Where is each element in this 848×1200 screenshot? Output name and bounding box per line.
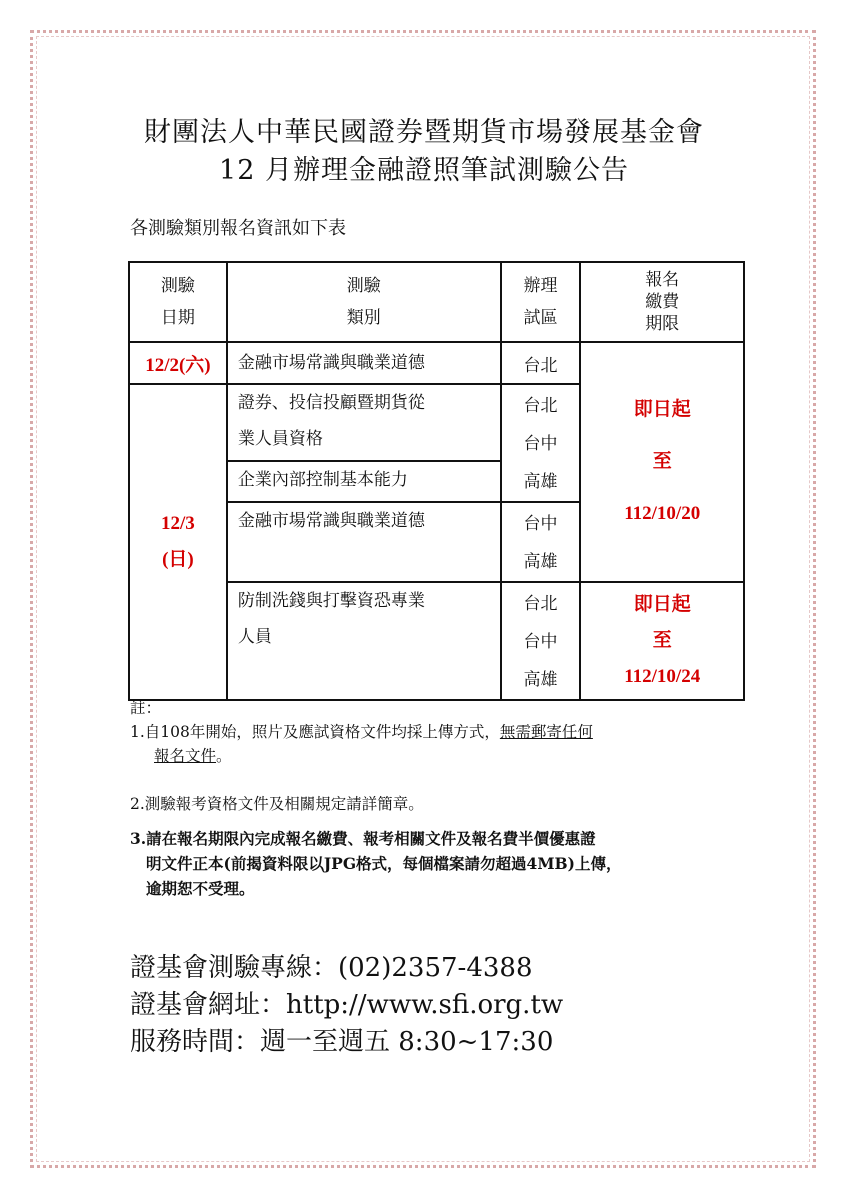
exam-location: 台北 <box>501 342 581 384</box>
header-category: 測驗 類別 <box>227 262 501 342</box>
exam-location: 台中 高雄 <box>501 502 581 582</box>
header-deadline: 報名 繳費 期限 <box>580 262 744 342</box>
exam-category: 金融市場常識與職業道德 <box>227 502 501 582</box>
deadline-1: 即日起 至 112/10/20 <box>580 342 744 582</box>
contact-hours: 服務時間：週一至週五 8:30~17:30 <box>130 1027 554 1057</box>
note-2: 2.測驗報考資格文件及相關規定請詳簡章。 <box>130 795 424 813</box>
header-location: 辦理 試區 <box>501 262 581 342</box>
exam-date-2: 12/3 (日) <box>129 384 227 700</box>
notes-label: 註： <box>130 699 162 717</box>
exam-date-1: 12/2(六) <box>129 342 227 384</box>
exam-category: 金融市場常識與職業道德 <box>227 342 501 384</box>
exam-category: 企業內部控制基本能力 <box>227 461 501 502</box>
contact-phone: 證基會測驗專線：(02)2357-4388 <box>130 953 533 983</box>
exam-category: 證券、投信投顧暨期貨從 業人員資格 <box>227 384 501 461</box>
contact-website: 證基會網址：http://www.sfi.org.tw <box>130 990 564 1020</box>
header-date: 測驗 日期 <box>129 262 227 342</box>
table-row <box>129 342 744 384</box>
contact-info <box>130 950 563 1061</box>
note-1: 1.自108年開始，照片及應試資格文件均採上傳方式，無需郵寄任何 <box>130 723 593 741</box>
exam-category: 防制洗錢與打擊資恐專業 人員 <box>227 582 501 700</box>
deadline-2: 即日起 至 112/10/24 <box>580 582 744 700</box>
exam-location-group: 台北 台中 高雄 <box>501 384 581 502</box>
page-subtitle: 12 月辦理金融證照筆試測驗公告 <box>219 155 629 186</box>
exam-schedule-table <box>128 261 745 701</box>
table-intro: 各測驗類別報名資訊如下表 <box>130 218 346 239</box>
note-3: 3.請在報名期限內完成報名繳費、報考相關文件及報名費半價優惠證 明文件正本(前揭資料限以JPG格式，每個檔案請勿超過4MB)上傳， 逾期恕不受理。 <box>130 829 622 898</box>
page-title: 財團法人中華民國證券暨期貨市場發展基金會 <box>144 117 704 148</box>
exam-location: 台北 台中 高雄 <box>501 582 581 700</box>
table-header-row <box>129 262 744 342</box>
note-1-cont: 報名文件。 <box>154 747 232 765</box>
notes-section <box>130 696 750 901</box>
